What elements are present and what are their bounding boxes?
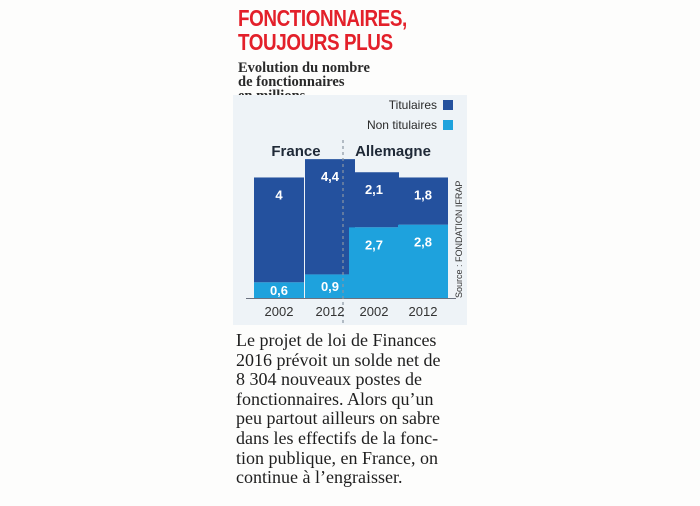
body-line: Le projet de loi de Finances <box>236 330 437 350</box>
data-label-non-titulaires: 2,8 <box>413 234 433 250</box>
data-label-titulaires: 4 <box>275 187 283 203</box>
body-line: fonctionnaires. Alors qu’un <box>236 388 434 409</box>
data-label-titulaires: 2,1 <box>364 182 384 198</box>
data-label-non-titulaires: 0,6 <box>269 283 289 299</box>
body-line: tion publique, en France, on <box>236 447 438 468</box>
body-line: 8 304 nouveaux postes de <box>236 369 422 390</box>
title-line-1: FONCTIONNAIRES, <box>238 5 407 31</box>
subtitle-line-1: Evolution du nombre <box>238 60 370 76</box>
data-label-titulaires: 1,8 <box>413 187 433 203</box>
source-note: Source : FONDATION IFRAP <box>454 180 464 298</box>
legend-label-non-titulaires: Non titulaires <box>366 118 437 132</box>
legend-label-titulaires: Titulaires <box>388 98 437 112</box>
body-line: dans les effectifs de la fonc- <box>236 427 439 448</box>
subtitle-line-2: de fonctionnaires <box>238 74 345 90</box>
data-label-titulaires: 4,4 <box>320 169 340 185</box>
x-tick-label: 2012 <box>315 304 345 319</box>
article-body <box>236 331 471 488</box>
x-tick-label: 2002 <box>264 304 294 319</box>
x-tick-label: 2002 <box>359 304 389 319</box>
body-line: continue à l’engraisser. <box>236 467 403 488</box>
body-line: 2016 prévoit un solde net de <box>236 349 441 370</box>
group-label: France <box>271 143 321 160</box>
data-label-non-titulaires: 2,7 <box>364 237 384 253</box>
x-tick-label: 2012 <box>408 304 438 319</box>
data-label-non-titulaires: 0,9 <box>320 279 340 295</box>
bar-segment-titulaires <box>349 172 399 227</box>
group-label: Allemagne <box>355 143 431 160</box>
title-line-2: TOUJOURS PLUS <box>238 29 393 55</box>
body-line: peu partout ailleurs on sabre <box>236 408 440 429</box>
